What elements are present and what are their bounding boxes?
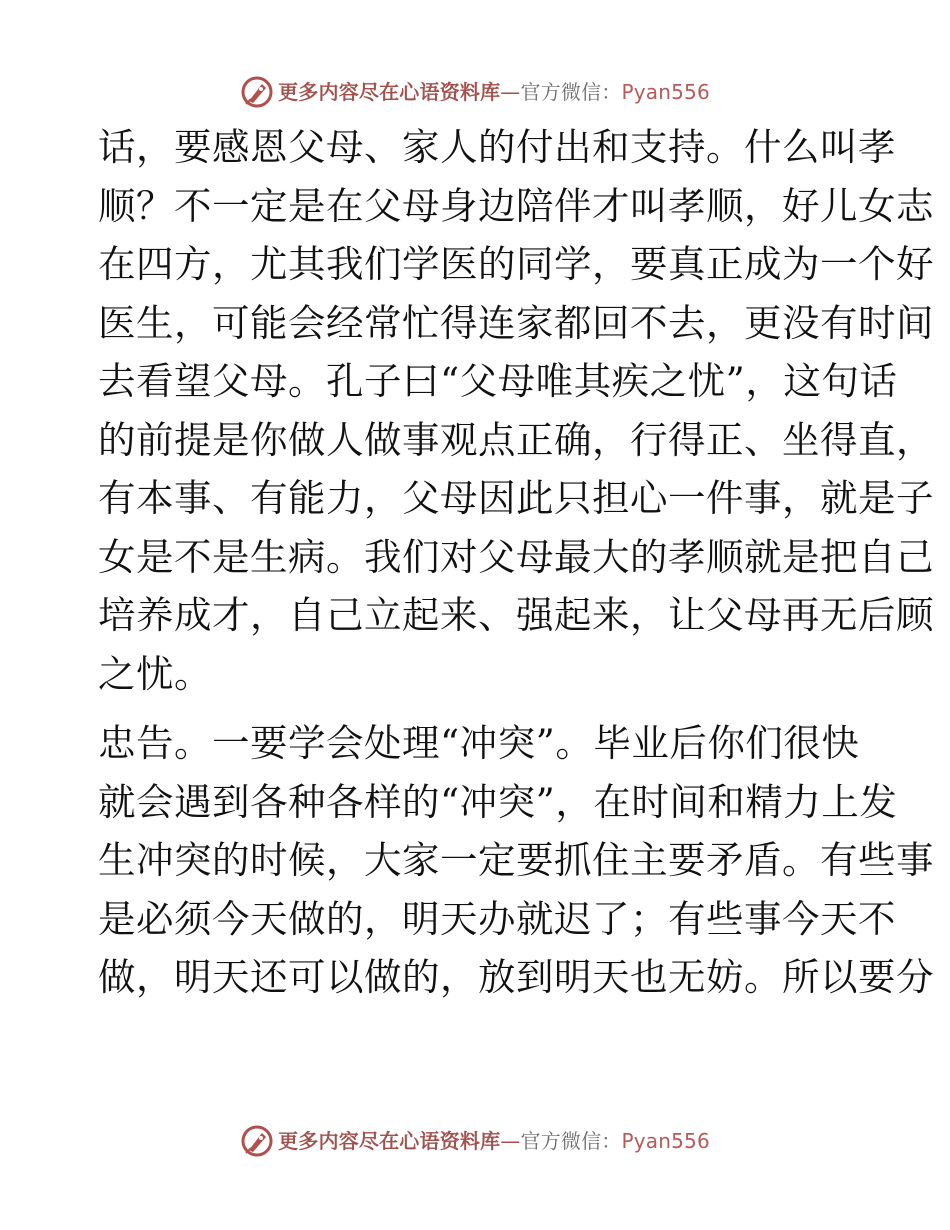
paragraph-1 — [98, 118, 934, 703]
watermark-text — [278, 80, 710, 104]
watermark-separator: — — [500, 1129, 521, 1153]
paragraph-2 — [98, 714, 934, 1007]
text-line: 的前提是你做人做事观点正确，行得正、坐得直， — [98, 417, 934, 462]
watermark-wechat-id: Pyan556 — [621, 80, 710, 104]
footer-watermark — [0, 1121, 950, 1161]
watermark-text — [278, 1129, 710, 1153]
text-line: 有本事、有能力，父母因此只担心一件事，就是子 — [98, 476, 934, 520]
watermark-wechat-label: 官方微信： — [520, 80, 622, 104]
text-line: 培养成才，自己立起来、强起来，让父母再无后顾 — [98, 593, 934, 637]
text-line: 是必须今天做的，明天办就迟了；有些事今天不 — [98, 896, 896, 941]
text-line: 话，要感恩父母、家人的付出和支持。什么叫孝 — [98, 125, 896, 169]
watermark-wechat-label: 官方微信： — [520, 1129, 622, 1153]
watermark-wechat-id: Pyan556 — [621, 1129, 710, 1153]
watermark-separator: — — [500, 80, 521, 104]
fountain-pen-logo-icon — [240, 75, 274, 109]
text-line: 忠告。一要学会处理“冲突”。毕业后你们很快 — [98, 721, 860, 765]
text-line: 女是不是生病。我们对父母最大的孝顺就是把自己 — [98, 534, 934, 579]
text-line: 就会遇到各种各样的“冲突”，在时间和精力上发 — [98, 779, 898, 824]
text-line: 之忧。 — [98, 651, 212, 696]
document-body — [98, 118, 934, 1007]
text-line: 去看望父母。孔子曰“父母唯其疾之忧”，这句话 — [98, 359, 898, 403]
header-watermark — [0, 72, 950, 112]
watermark-main-text: 更多内容尽在心语资料库 — [278, 80, 501, 104]
text-line: 顺？不一定是在父母身边陪伴才叫孝顺，好儿女志 — [98, 183, 934, 228]
text-line: 生冲突的时候，大家一定要抓住主要矛盾。有些事 — [98, 838, 934, 882]
text-line: 在四方，尤其我们学医的同学，要真正成为一个好 — [98, 242, 934, 286]
watermark-main-text: 更多内容尽在心语资料库 — [278, 1129, 501, 1153]
text-line: 医生，可能会经常忙得连家都回不去，更没有时间 — [98, 300, 934, 345]
fountain-pen-logo-icon — [240, 1124, 274, 1158]
paragraph-gap — [98, 703, 858, 714]
text-line: 做，明天还可以做的，放到明天也无妨。所以要分 — [98, 955, 934, 999]
